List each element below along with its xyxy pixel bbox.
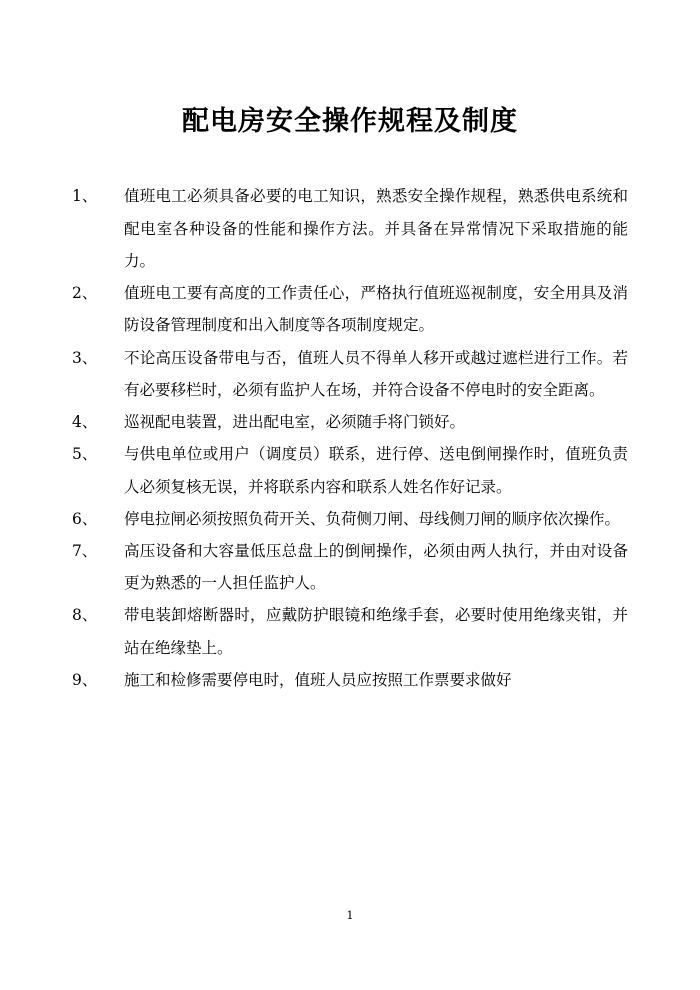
clause-text: 带电装卸熔断器时，应戴防护眼镜和绝缘手套，必要时使用绝缘夹钳，并站在绝缘垫上。 bbox=[124, 606, 628, 657]
list-item bbox=[72, 277, 628, 341]
clause-text: 高压设备和大容量低压总盘上的倒闸操作，必须由两人执行，并由对设备更为熟悉的一人担任监护人。 bbox=[124, 541, 628, 593]
clause-text: 值班电工必须具备必要的电工知识，熟悉安全操作规程，熟悉供电系统和配电室各种设备的性能和操作方法。并具备在异常情况下采取措施的能力。 bbox=[124, 187, 628, 270]
clause-text: 停电拉闸必须按照负荷开关、负荷侧刀闸、母线侧刀闸的顺序依次操作。 bbox=[124, 509, 621, 528]
list-item bbox=[72, 599, 628, 663]
list-item bbox=[72, 180, 628, 277]
clause-number: 2、 bbox=[72, 284, 98, 303]
clause-text: 值班电工要有高度的工作责任心，严格执行值班巡视制度，安全用具及消防设备管理制度和出入制度等各项制度规定。 bbox=[124, 284, 628, 335]
list-item bbox=[72, 438, 628, 502]
clause-number: 7、 bbox=[72, 541, 98, 560]
list-item bbox=[72, 664, 628, 696]
clause-number: 5、 bbox=[72, 445, 98, 464]
clause-number: 9、 bbox=[72, 670, 98, 689]
clause-text: 不论高压设备带电与否，值班人员不得单人移开或越过遮栏进行工作。若有必要移栏时，必须有监护人在场，并符合设备不停电时的安全距离。 bbox=[124, 348, 628, 399]
clause-list bbox=[72, 180, 628, 696]
clause-number: 8、 bbox=[72, 606, 98, 625]
clause-number: 1、 bbox=[72, 187, 98, 206]
clause-text: 施工和检修需要停电时，值班人员应按照工作票要求做好 bbox=[124, 670, 512, 689]
list-item bbox=[72, 503, 628, 535]
list-item bbox=[72, 535, 628, 599]
list-item bbox=[72, 342, 628, 406]
page-title: 配电房安全操作规程及制度 bbox=[182, 106, 518, 137]
list-item bbox=[72, 406, 628, 438]
clause-number: 6、 bbox=[72, 509, 98, 528]
clause-text: 巡视配电装置，进出配电室，必须随手将门锁好。 bbox=[124, 413, 466, 432]
clause-text: 与供电单位或用户（调度员）联系，进行停、送电倒闸操作时，值班负责人必须复核无误，并将联系内容和联系人姓名作好记录。 bbox=[124, 445, 628, 496]
clause-number: 4、 bbox=[72, 413, 98, 432]
page-number: 1 bbox=[346, 909, 354, 922]
clause-number: 3、 bbox=[72, 348, 98, 367]
